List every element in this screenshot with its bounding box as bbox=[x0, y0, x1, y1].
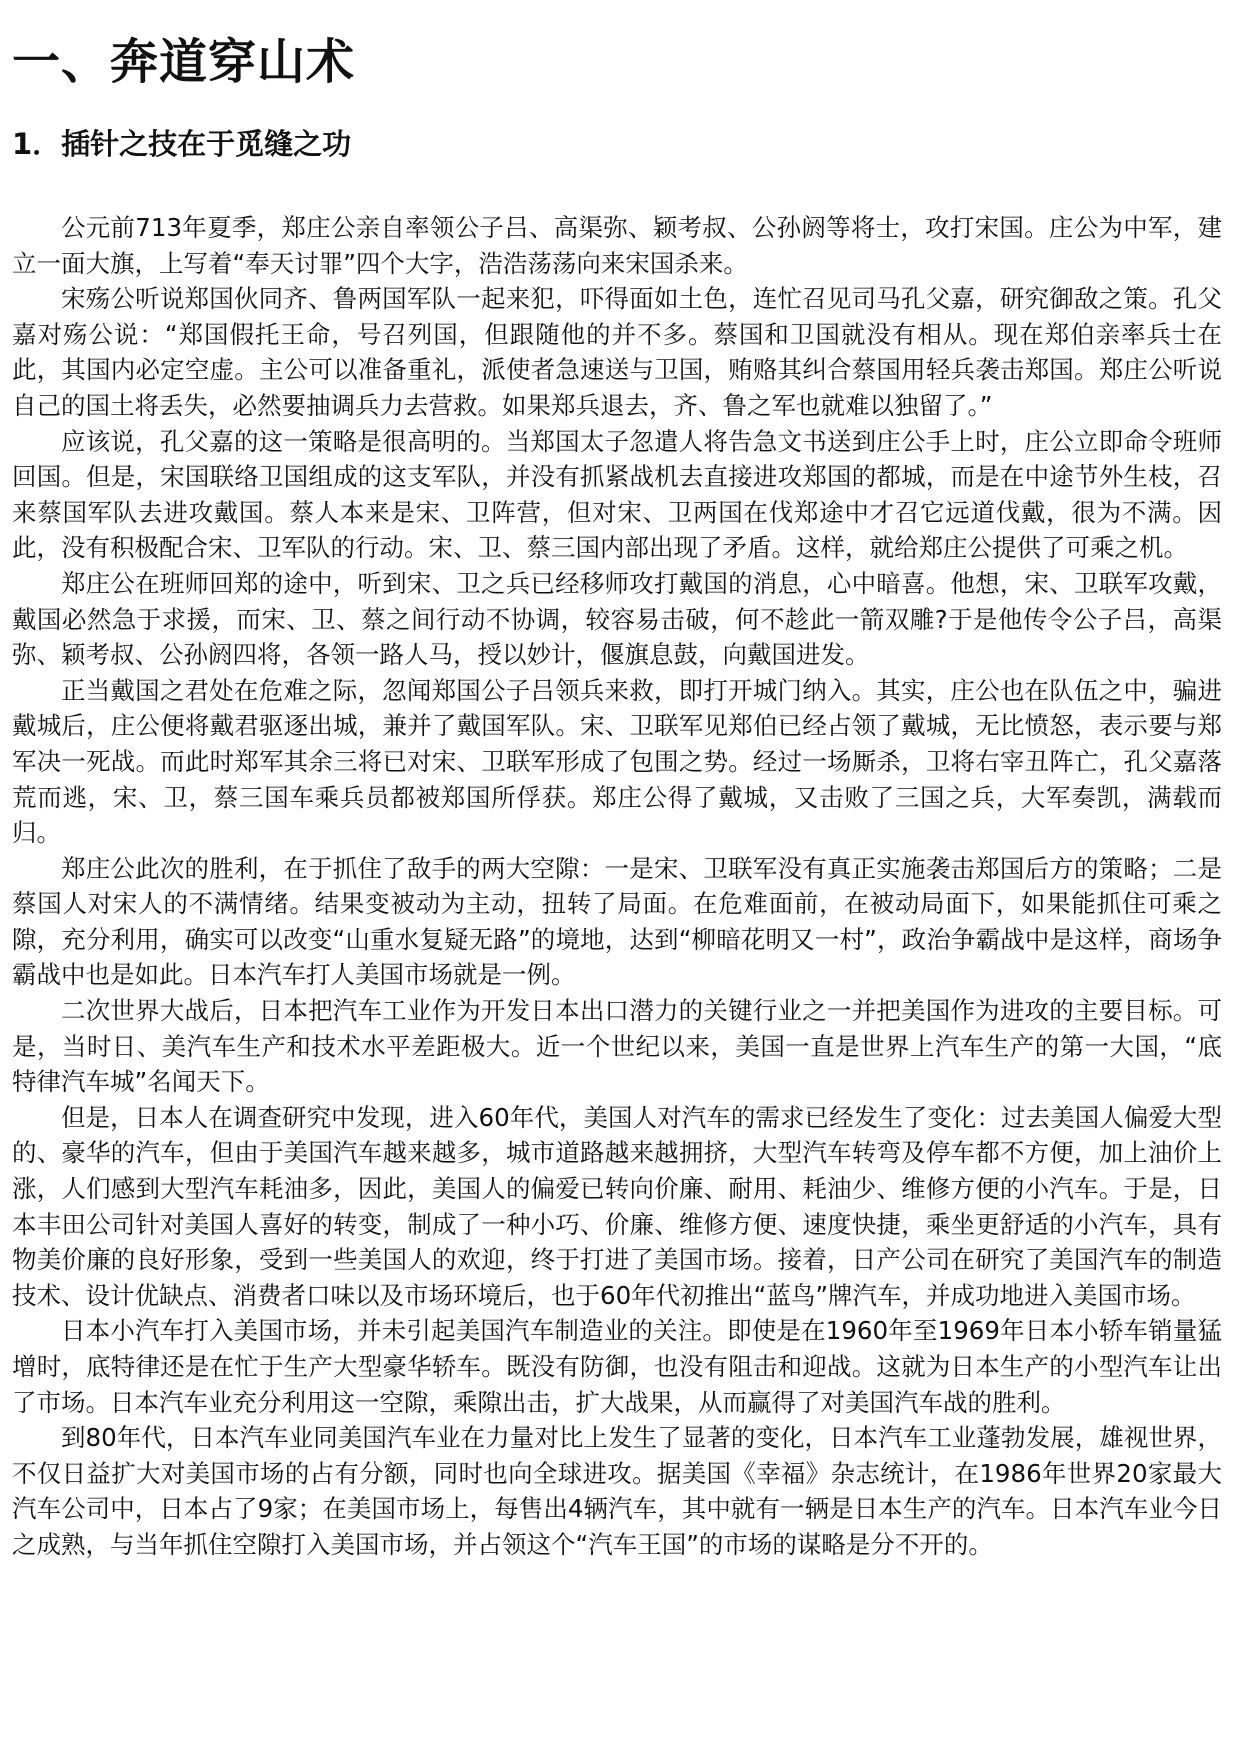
paragraph: 到80年代，日本汽车业同美国汽车业在力量对比上发生了显著的变化，日本汽车工业蓬勃发展，雄视世界，不仅日益扩大对美国市场的占有分额，同时也向全球进攻。据美国《幸福》杂志统计，在1986年世界20家最大汽车公司中，日本占了9家；在美国市场上，每售出4辆汽车，其中就有一辆是日本生产的汽车。日本汽车业今日之成熟，与当年抓住空隙打入美国市场，并占领这个“汽车王国”的市场的谋略是分不开的。 bbox=[12, 1423, 1222, 1559]
section-title: 1．插针之技在于觅缝之功 bbox=[12, 127, 352, 161]
paragraph: 二次世界大战后，日本把汽车工业作为开发日本出口潜力的关键行业之一并把美国作为进攻的主要目标。可是，当时日、美汽车生产和技术水平差距极大。近一个世纪以来，美国一直是世界上汽车生产的第一大国，“底特律汽车城”名闻天下。 bbox=[12, 996, 1222, 1097]
paragraph: 宋殇公听说郑国伙同齐、鲁两国军队一起来犯，吓得面如土色，连忙召见司马孔父嘉，研究御敌之策。孔父嘉对殇公说：“郑国假托王命，号召列国，但跟随他的并不多。蔡国和卫国就没有相从。现在郑伯亲率兵士在此，其国内必定空虚。主公可以准备重礼，派使者急速送与卫国，贿赂其纠合蔡国用轻兵袭击郑国。郑庄公听说自己的国土将丢失，必然要抽调兵力去营救。如果郑兵退去，齐、鲁之军也就难以独留了。” bbox=[12, 284, 1222, 420]
paragraph: 日本小汽车打入美国市场，并未引起美国汽车制造业的关注。即使是在1960年至1969年日本小轿车销量猛增时，底特律还是在忙于生产大型豪华轿车。既没有防御，也没有阻击和迎战。这就为日本生产的小型汽车让出了市场。日本汽车业充分利用这一空隙，乘隙出击，扩大战果，从而赢得了对美国汽车战的胜利。 bbox=[12, 1316, 1222, 1417]
paragraph: 但是，日本人在调查研究中发现，进入60年代，美国人对汽车的需求已经发生了变化：过去美国人偏爱大型的、豪华的汽车，但由于美国汽车越来越多，城市道路越来越拥挤，大型汽车转弯及停车都不方便，加上油价上涨，人们感到大型汽车耗油多，因此，美国人的偏爱已转向价廉、耐用、耗油少、维修方便的小汽车。于是，日本丰田公司针对美国人喜好的转变，制成了一种小巧、价廉、维修方便、速度快捷，乘坐更舒适的小汽车，具有物美价廉的良好形象，受到一些美国人的欢迎，终于打进了美国市场。接着，日产公司在研究了美国汽车的制造技术、设计优缺点、消费者口味以及市场环境后，也于60年代初推出“蓝鸟”牌汽车，并成功地进入美国市场。 bbox=[12, 1102, 1222, 1310]
body-text bbox=[12, 210, 1222, 1563]
paragraph: 正当戴国之君处在危难之际，忽闻郑国公子吕领兵来救，即打开城门纳入。其实，庄公也在队伍之中，骗进戴城后，庄公便将戴君驱逐出城，兼并了戴国军队。宋、卫联军见郑伯已经占领了戴城，无比愤怒，表示要与郑军决一死战。而此时郑军其余三将已对宋、卫联军形成了包围之势。经过一场厮杀，卫将右宰丑阵亡，孔父嘉落荒而逃，宋、卫，蔡三国车乘兵员都被郑国所俘获。郑庄公得了戴城，又击败了三国之兵，大军奏凯，满载而归。 bbox=[12, 675, 1222, 848]
chapter-title: 一、奔道穿山术 bbox=[12, 34, 356, 90]
paragraph: 郑庄公在班师回郑的途中，听到宋、卫之兵已经移师攻打戴国的消息，心中暗喜。他想，宋、卫联军攻戴，戴国必然急于求援，而宋、卫、蔡之间行动不协调，较容易击破，何不趁此一箭双雕?于是他传令公子吕，高渠弥、颖考叔、公孙阏四将，各领一路人马，授以妙计，偃旗息鼓，向戴国进发。 bbox=[12, 568, 1222, 670]
paragraph: 公元前713年夏季，郑庄公亲自率领公子吕、高渠弥、颖考叔、公孙阏等将士，攻打宋国。庄公为中军，建立一面大旗，上写着“奉天讨罪”四个大字，浩浩荡荡向来宋国杀来。 bbox=[12, 213, 1222, 278]
paragraph: 应该说，孔父嘉的这一策略是很高明的。当郑国太子忽遣人将告急文书送到庄公手上时，庄公立即命令班师回国。但是，宋国联络卫国组成的这支军队，并没有抓紧战机去直接进攻郑国的都城，而是在中途节外生枝，召来蔡国军队去进攻戴国。蔡人本来是宋、卫阵营，但对宋、卫两国在伐郑途中才召它远道伐戴，很为不满。因此，没有积极配合宋、卫军队的行动。宋、卫、蔡三国内部出现了矛盾。这样，就给郑庄公提供了可乘之机。 bbox=[12, 426, 1222, 563]
paragraph: 郑庄公此次的胜利，在于抓住了敌手的两大空隙：一是宋、卫联军没有真正实施袭击郑国后方的策略；二是蔡国人对宋人的不满情绪。结果变被动为主动，扭转了局面。在危难面前，在被动局面下，如果能抓住可乘之隙，充分利用，确实可以改变“山重水复疑无路”的境地，达到“柳暗花明又一村”，政治争霸战中是这样，商场争霸战中也是如此。日本汽车打人美国市场就是一例。 bbox=[12, 853, 1222, 990]
